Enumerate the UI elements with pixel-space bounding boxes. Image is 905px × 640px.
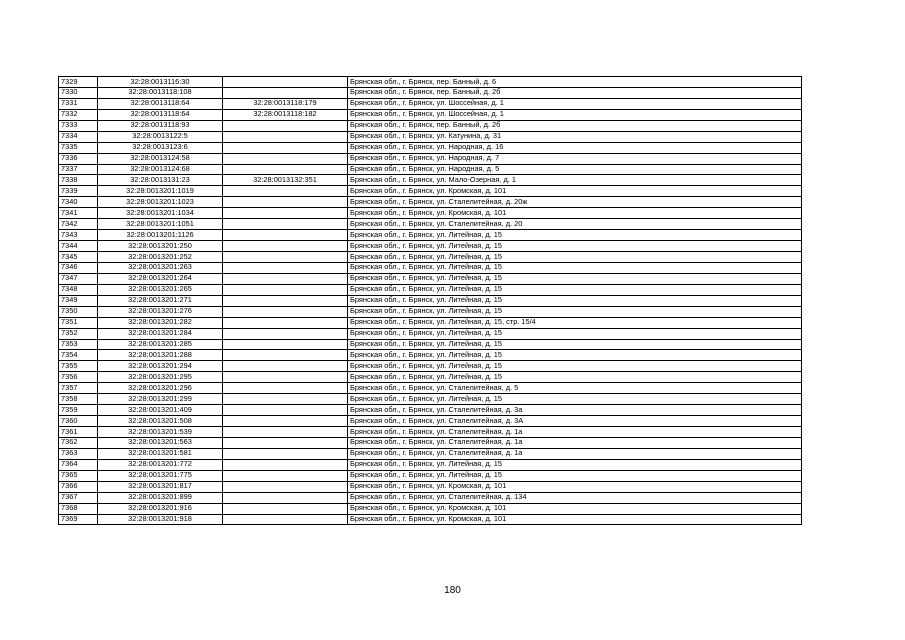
cadastral-number-cell: 32:28:0013201:817	[98, 481, 223, 492]
row-number-cell: 7362	[59, 437, 98, 448]
cadastral-number-cell: 32:28:0013201:918	[98, 514, 223, 525]
cadastral-number-cell: 32:28:0013201:409	[98, 405, 223, 416]
table-row	[59, 186, 802, 197]
address-cell: Брянская обл., г. Брянск, ул. Катунина, д. 31	[348, 131, 802, 142]
linked-cadastral-number-cell	[223, 503, 348, 514]
address-cell: Брянская обл., г. Брянск, ул. Сталелитейная, д. 20ж	[348, 197, 802, 208]
table-row	[59, 503, 802, 514]
table-row	[59, 470, 802, 481]
linked-cadastral-number-cell	[223, 492, 348, 503]
row-number-cell: 7333	[59, 120, 98, 131]
cadastral-number-cell: 32:28:0013201:539	[98, 427, 223, 438]
linked-cadastral-number-cell	[223, 481, 348, 492]
address-cell: Брянская обл., г. Брянск, ул. Литейная, д. 15, стр. 15/4	[348, 317, 802, 328]
address-cell: Брянская обл., г. Брянск, ул. Кромская, д. 101	[348, 186, 802, 197]
linked-cadastral-number-cell	[223, 350, 348, 361]
table-row	[59, 492, 802, 503]
row-number-cell: 7329	[59, 77, 98, 88]
address-cell: Брянская обл., г. Брянск, ул. Сталелитейная, д. 134	[348, 492, 802, 503]
cadastral-number-cell: 32:28:0013201:252	[98, 252, 223, 263]
row-number-cell: 7353	[59, 339, 98, 350]
row-number-cell: 7342	[59, 219, 98, 230]
address-cell: Брянская обл., г. Брянск, ул. Шоссейная, д. 1	[348, 109, 802, 120]
address-cell: Брянская обл., г. Брянск, ул. Литейная, д. 15	[348, 306, 802, 317]
address-cell: Брянская обл., г. Брянск, ул. Литейная, д. 15	[348, 230, 802, 241]
row-number-cell: 7332	[59, 109, 98, 120]
table-row	[59, 77, 802, 88]
cadastral-number-cell: 32:28:0013201:276	[98, 306, 223, 317]
linked-cadastral-number-cell	[223, 262, 348, 273]
row-number-cell: 7364	[59, 459, 98, 470]
row-number-cell: 7363	[59, 448, 98, 459]
linked-cadastral-number-cell	[223, 514, 348, 525]
row-number-cell: 7349	[59, 295, 98, 306]
row-number-cell: 7367	[59, 492, 98, 503]
linked-cadastral-number-cell	[223, 164, 348, 175]
row-number-cell: 7357	[59, 383, 98, 394]
row-number-cell: 7351	[59, 317, 98, 328]
row-number-cell: 7344	[59, 241, 98, 252]
table-row	[59, 153, 802, 164]
linked-cadastral-number-cell	[223, 405, 348, 416]
linked-cadastral-number-cell	[223, 230, 348, 241]
cadastral-number-cell: 32:28:0013201:271	[98, 295, 223, 306]
property-registry-table	[58, 76, 802, 525]
table-row	[59, 448, 802, 459]
address-cell: Брянская обл., г. Брянск, ул. Кромская, д. 101	[348, 481, 802, 492]
address-cell: Брянская обл., г. Брянск, пер. Банный, д. 2б	[348, 120, 802, 131]
address-cell: Брянская обл., г. Брянск, ул. Литейная, д. 15	[348, 241, 802, 252]
table-row	[59, 427, 802, 438]
address-cell: Брянская обл., г. Брянск, ул. Литейная, д. 15	[348, 339, 802, 350]
linked-cadastral-number-cell	[223, 470, 348, 481]
row-number-cell: 7346	[59, 262, 98, 273]
address-cell: Брянская обл., г. Брянск, пер. Банный, д. 6	[348, 77, 802, 88]
cadastral-number-cell: 32:28:0013201:775	[98, 470, 223, 481]
linked-cadastral-number-cell	[223, 208, 348, 219]
address-cell: Брянская обл., г. Брянск, ул. Сталелитейная, д. 3а	[348, 405, 802, 416]
linked-cadastral-number-cell	[223, 273, 348, 284]
cadastral-number-cell: 32:28:0013201:264	[98, 273, 223, 284]
linked-cadastral-number-cell	[223, 394, 348, 405]
table-row	[59, 164, 802, 175]
cadastral-number-cell: 32:28:0013201:250	[98, 241, 223, 252]
row-number-cell: 7368	[59, 503, 98, 514]
cadastral-number-cell: 32:28:0013201:296	[98, 383, 223, 394]
address-cell: Брянская обл., г. Брянск, ул. Литейная, д. 15	[348, 328, 802, 339]
registry-table-body	[59, 77, 802, 525]
address-cell: Брянская обл., г. Брянск, ул. Народная, д. 5	[348, 164, 802, 175]
table-row	[59, 295, 802, 306]
address-cell: Брянская обл., г. Брянск, ул. Кромская, д. 101	[348, 514, 802, 525]
cadastral-number-cell: 32:28:0013124:58	[98, 153, 223, 164]
cadastral-number-cell: 32:28:0013124:68	[98, 164, 223, 175]
table-row	[59, 394, 802, 405]
row-number-cell: 7340	[59, 197, 98, 208]
cadastral-number-cell: 32:28:0013201:508	[98, 416, 223, 427]
address-cell: Брянская обл., г. Брянск, ул. Кромская, д. 101	[348, 503, 802, 514]
table-row	[59, 416, 802, 427]
row-number-cell: 7354	[59, 350, 98, 361]
row-number-cell: 7338	[59, 175, 98, 186]
row-number-cell: 7358	[59, 394, 98, 405]
table-row	[59, 131, 802, 142]
table-row	[59, 481, 802, 492]
table-row	[59, 306, 802, 317]
address-cell: Брянская обл., г. Брянск, ул. Шоссейная, д. 1	[348, 98, 802, 109]
address-cell: Брянская обл., г. Брянск, ул. Мало-Озерная, д. 1	[348, 175, 802, 186]
linked-cadastral-number-cell	[223, 87, 348, 98]
row-number-cell: 7347	[59, 273, 98, 284]
linked-cadastral-number-cell	[223, 120, 348, 131]
row-number-cell: 7352	[59, 328, 98, 339]
cadastral-number-cell: 32:28:0013131:23	[98, 175, 223, 186]
linked-cadastral-number-cell	[223, 339, 348, 350]
linked-cadastral-number-cell	[223, 328, 348, 339]
table-row	[59, 87, 802, 98]
cadastral-number-cell: 32:28:0013201:263	[98, 262, 223, 273]
cadastral-number-cell: 32:28:0013201:1034	[98, 208, 223, 219]
table-row	[59, 230, 802, 241]
row-number-cell: 7336	[59, 153, 98, 164]
address-cell: Брянская обл., г. Брянск, ул. Литейная, д. 15	[348, 284, 802, 295]
linked-cadastral-number-cell	[223, 372, 348, 383]
table-row	[59, 273, 802, 284]
table-row	[59, 120, 802, 131]
address-cell: Брянская обл., г. Брянск, ул. Народная, д. 16	[348, 142, 802, 153]
linked-cadastral-number-cell	[223, 437, 348, 448]
cadastral-number-cell: 32:28:0013118:108	[98, 87, 223, 98]
row-number-cell: 7334	[59, 131, 98, 142]
table-row	[59, 241, 802, 252]
table-row	[59, 339, 802, 350]
address-cell: Брянская обл., г. Брянск, ул. Сталелитейная, д. 1а	[348, 437, 802, 448]
row-number-cell: 7337	[59, 164, 98, 175]
cadastral-number-cell: 32:28:0013201:288	[98, 350, 223, 361]
table-row	[59, 405, 802, 416]
linked-cadastral-number-cell	[223, 361, 348, 372]
linked-cadastral-number-cell: 32:28:0013118:179	[223, 98, 348, 109]
address-cell: Брянская обл., г. Брянск, ул. Литейная, д. 15	[348, 470, 802, 481]
table-row	[59, 361, 802, 372]
cadastral-number-cell: 32:28:0013201:1051	[98, 219, 223, 230]
linked-cadastral-number-cell	[223, 459, 348, 470]
address-cell: Брянская обл., г. Брянск, ул. Литейная, д. 15	[348, 350, 802, 361]
cadastral-number-cell: 32:28:0013201:899	[98, 492, 223, 503]
row-number-cell: 7348	[59, 284, 98, 295]
cadastral-number-cell: 32:28:0013201:295	[98, 372, 223, 383]
cadastral-number-cell: 32:28:0013201:1019	[98, 186, 223, 197]
cadastral-number-cell: 32:28:0013201:282	[98, 317, 223, 328]
row-number-cell: 7330	[59, 87, 98, 98]
linked-cadastral-number-cell	[223, 416, 348, 427]
address-cell: Брянская обл., г. Брянск, ул. Сталелитейная, д. 3А	[348, 416, 802, 427]
cadastral-number-cell: 32:28:0013201:1023	[98, 197, 223, 208]
linked-cadastral-number-cell: 32:28:0013118:182	[223, 109, 348, 120]
row-number-cell: 7365	[59, 470, 98, 481]
row-number-cell: 7343	[59, 230, 98, 241]
table-row	[59, 219, 802, 230]
linked-cadastral-number-cell	[223, 317, 348, 328]
linked-cadastral-number-cell	[223, 427, 348, 438]
table-row	[59, 514, 802, 525]
address-cell: Брянская обл., г. Брянск, ул. Литейная, д. 15	[348, 372, 802, 383]
table-row	[59, 383, 802, 394]
address-cell: Брянская обл., г. Брянск, ул. Литейная, д. 15	[348, 273, 802, 284]
row-number-cell: 7345	[59, 252, 98, 263]
row-number-cell: 7359	[59, 405, 98, 416]
cadastral-number-cell: 32:28:0013201:284	[98, 328, 223, 339]
cadastral-number-cell: 32:28:0013201:285	[98, 339, 223, 350]
page-number: 180	[444, 585, 461, 596]
address-cell: Брянская обл., г. Брянск, ул. Сталелитейная, д. 5	[348, 383, 802, 394]
row-number-cell: 7335	[59, 142, 98, 153]
table-row	[59, 459, 802, 470]
table-row	[59, 317, 802, 328]
table-row	[59, 142, 802, 153]
cadastral-number-cell: 32:28:0013201:299	[98, 394, 223, 405]
table-row	[59, 262, 802, 273]
address-cell: Брянская обл., г. Брянск, ул. Литейная, д. 15	[348, 459, 802, 470]
row-number-cell: 7355	[59, 361, 98, 372]
table-row	[59, 437, 802, 448]
cadastral-number-cell: 32:28:0013123:6	[98, 142, 223, 153]
row-number-cell: 7350	[59, 306, 98, 317]
address-cell: Брянская обл., г. Брянск, ул. Сталелитейная, д. 20	[348, 219, 802, 230]
row-number-cell: 7369	[59, 514, 98, 525]
cadastral-number-cell: 32:28:0013201:265	[98, 284, 223, 295]
row-number-cell: 7360	[59, 416, 98, 427]
cadastral-number-cell: 32:28:0013118:93	[98, 120, 223, 131]
table-row	[59, 284, 802, 295]
address-cell: Брянская обл., г. Брянск, ул. Литейная, д. 15	[348, 394, 802, 405]
linked-cadastral-number-cell	[223, 448, 348, 459]
cadastral-number-cell: 32:28:0013118:64	[98, 109, 223, 120]
address-cell: Брянская обл., г. Брянск, ул. Кромская, д. 101	[348, 208, 802, 219]
table-row	[59, 372, 802, 383]
row-number-cell: 7341	[59, 208, 98, 219]
cadastral-number-cell: 32:28:0013116:30	[98, 77, 223, 88]
linked-cadastral-number-cell	[223, 284, 348, 295]
table-row	[59, 252, 802, 263]
table-row	[59, 175, 802, 186]
row-number-cell: 7339	[59, 186, 98, 197]
address-cell: Брянская обл., г. Брянск, ул. Литейная, д. 15	[348, 295, 802, 306]
linked-cadastral-number-cell	[223, 142, 348, 153]
cadastral-number-cell: 32:28:0013201:563	[98, 437, 223, 448]
linked-cadastral-number-cell	[223, 295, 348, 306]
linked-cadastral-number-cell	[223, 219, 348, 230]
table-row	[59, 208, 802, 219]
row-number-cell: 7366	[59, 481, 98, 492]
linked-cadastral-number-cell	[223, 77, 348, 88]
linked-cadastral-number-cell	[223, 241, 348, 252]
row-number-cell: 7361	[59, 427, 98, 438]
linked-cadastral-number-cell	[223, 153, 348, 164]
row-number-cell: 7356	[59, 372, 98, 383]
cadastral-number-cell: 32:28:0013201:772	[98, 459, 223, 470]
cadastral-number-cell: 32:28:0013201:1126	[98, 230, 223, 241]
linked-cadastral-number-cell	[223, 306, 348, 317]
linked-cadastral-number-cell	[223, 186, 348, 197]
cadastral-number-cell: 32:28:0013122:5	[98, 131, 223, 142]
address-cell: Брянская обл., г. Брянск, ул. Литейная, д. 15	[348, 262, 802, 273]
row-number-cell: 7331	[59, 98, 98, 109]
table-row	[59, 109, 802, 120]
address-cell: Брянская обл., г. Брянск, ул. Народная, д. 7	[348, 153, 802, 164]
cadastral-number-cell: 32:28:0013201:916	[98, 503, 223, 514]
table-row	[59, 197, 802, 208]
address-cell: Брянская обл., г. Брянск, ул. Сталелитейная, д. 1а	[348, 427, 802, 438]
linked-cadastral-number-cell	[223, 197, 348, 208]
address-cell: Брянская обл., г. Брянск, ул. Литейная, д. 15	[348, 252, 802, 263]
linked-cadastral-number-cell	[223, 383, 348, 394]
address-cell: Брянская обл., г. Брянск, ул. Литейная, д. 15	[348, 361, 802, 372]
linked-cadastral-number-cell: 32:28:0013132:351	[223, 175, 348, 186]
linked-cadastral-number-cell	[223, 131, 348, 142]
cadastral-number-cell: 32:28:0013201:294	[98, 361, 223, 372]
address-cell: Брянская обл., г. Брянск, пер. Банный, д. 2б	[348, 87, 802, 98]
linked-cadastral-number-cell	[223, 252, 348, 263]
cadastral-number-cell: 32:28:0013118:64	[98, 98, 223, 109]
table-row	[59, 98, 802, 109]
table-row	[59, 350, 802, 361]
table-row	[59, 328, 802, 339]
cadastral-number-cell: 32:28:0013201:581	[98, 448, 223, 459]
address-cell: Брянская обл., г. Брянск, ул. Сталелитейная, д. 1а	[348, 448, 802, 459]
